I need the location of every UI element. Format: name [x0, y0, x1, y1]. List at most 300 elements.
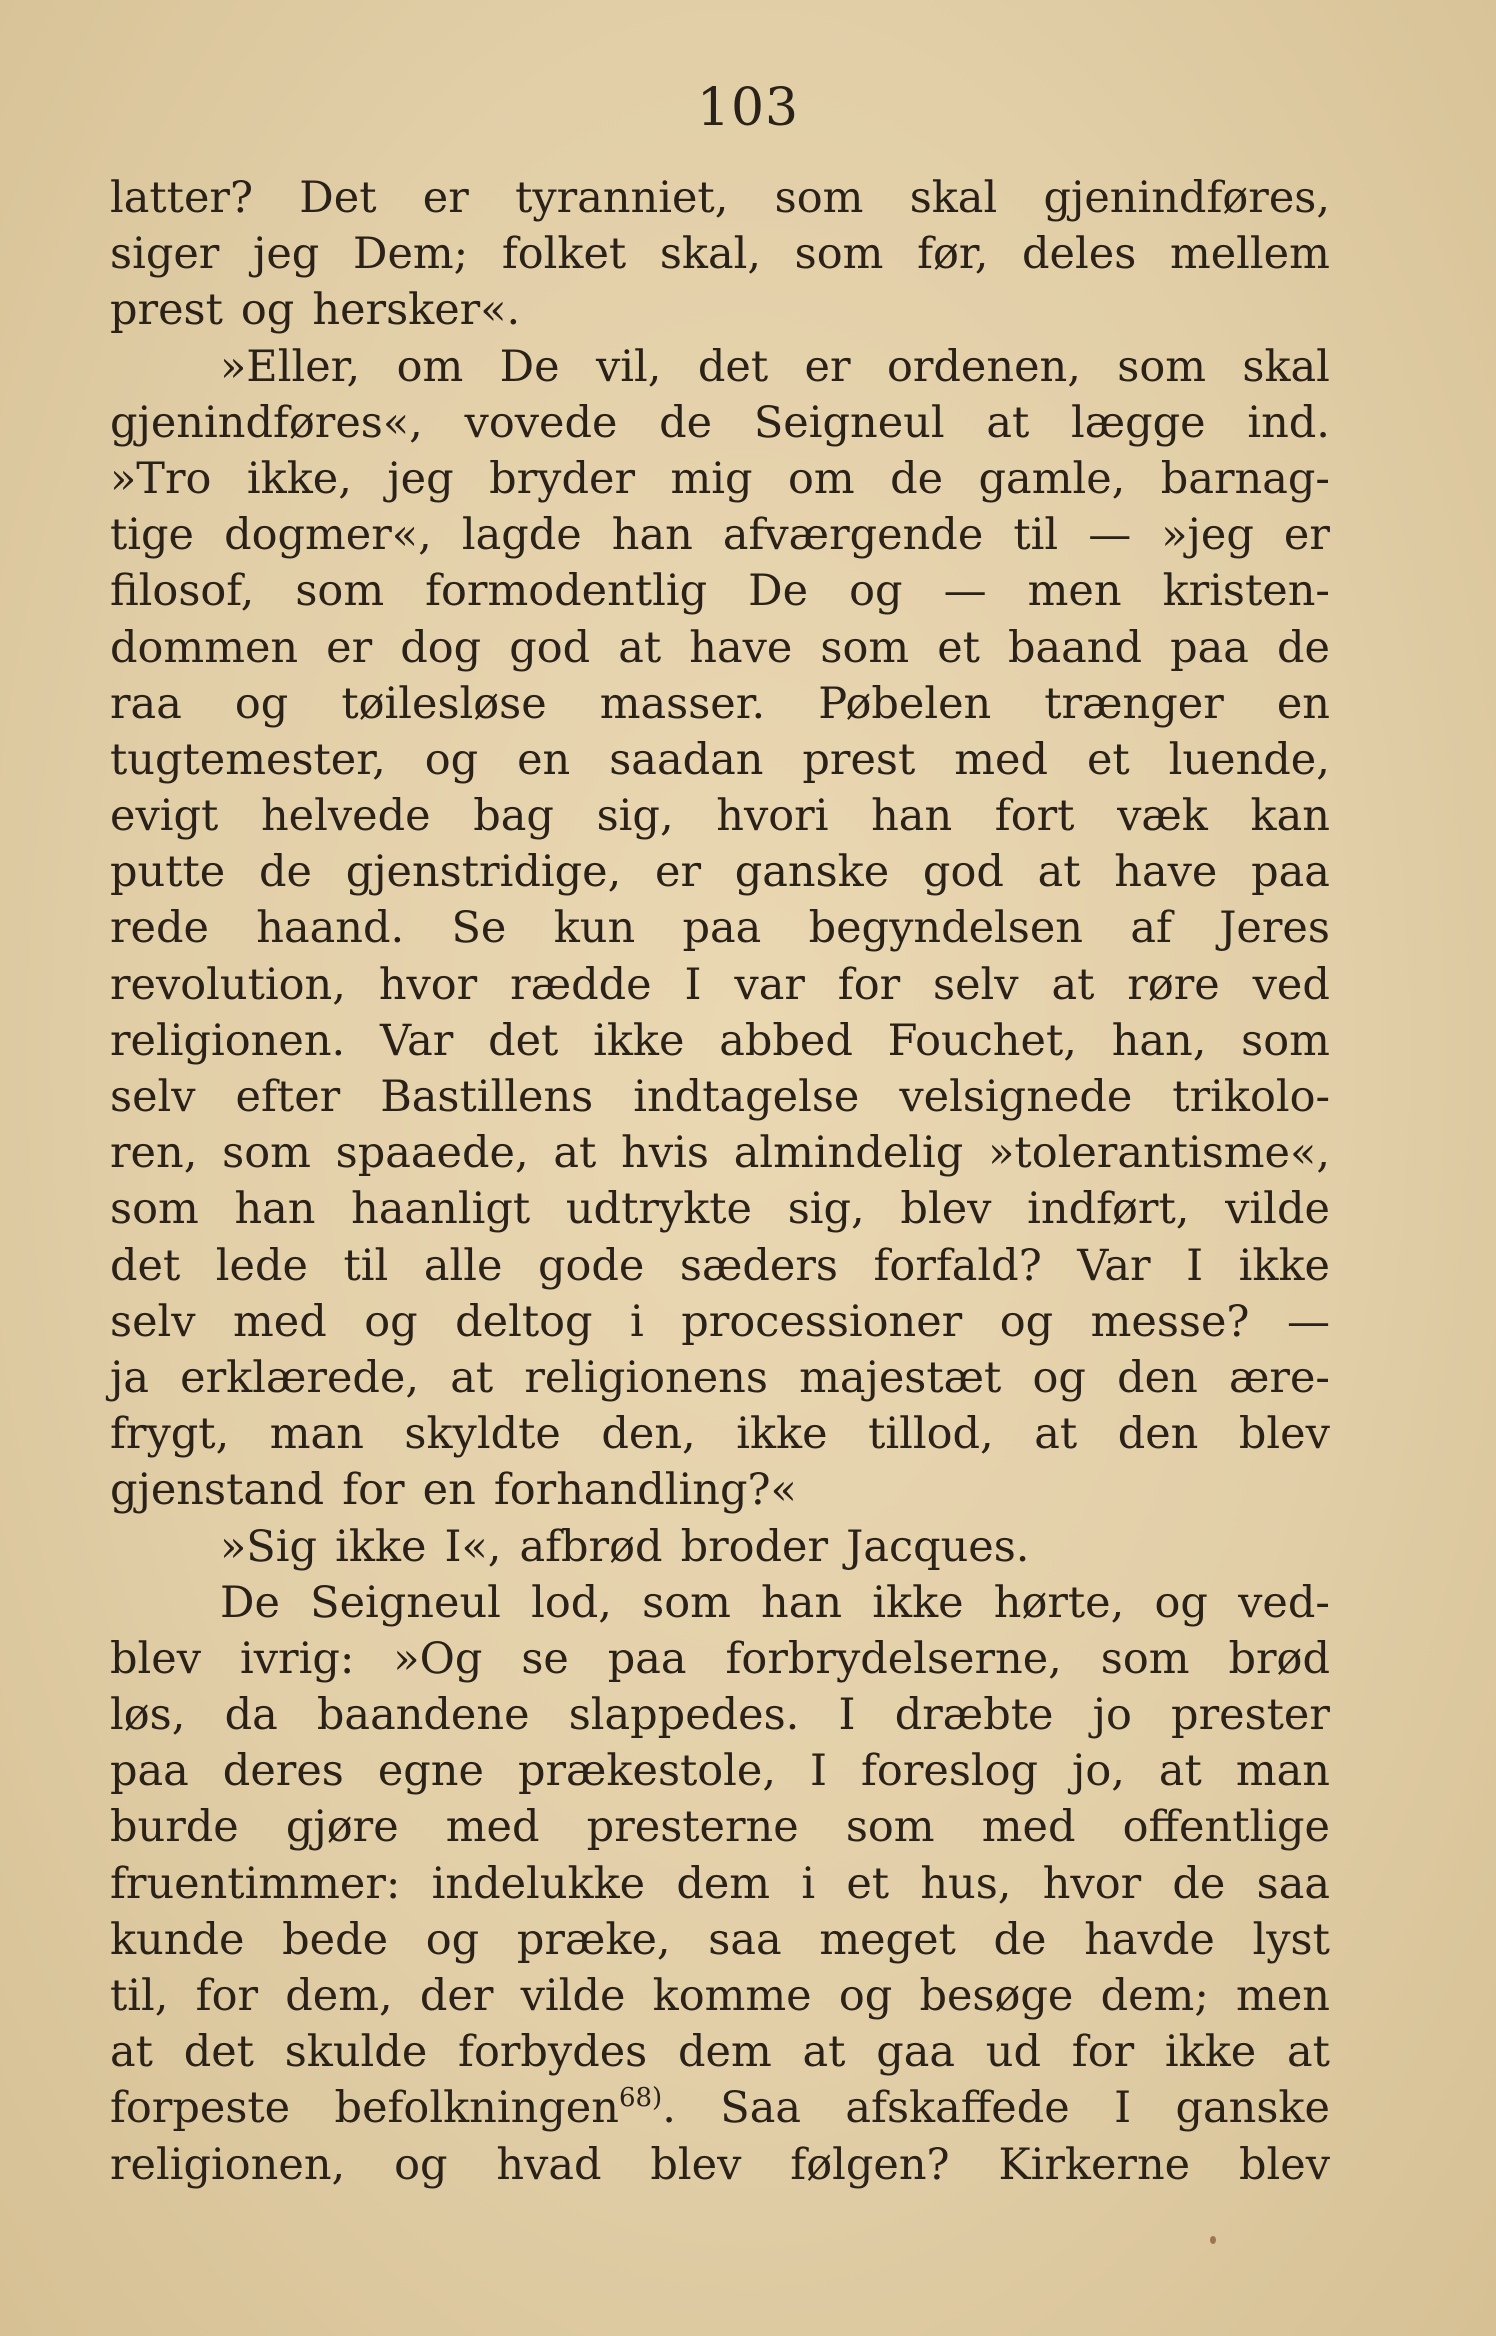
- word: at: [1051, 959, 1095, 1010]
- text-line: [110, 2080, 1330, 2136]
- word: hvad: [496, 2139, 602, 2190]
- word: et: [937, 622, 980, 673]
- word: dem: [678, 2027, 772, 2078]
- word: jo: [1092, 1690, 1132, 1741]
- word: forbydes: [458, 2027, 648, 2078]
- word: helvede: [260, 791, 431, 842]
- word: prester: [1171, 1690, 1330, 1741]
- word: lagde: [461, 510, 582, 561]
- word: ved: [1252, 959, 1330, 1010]
- word: blev: [650, 2139, 742, 2190]
- word: han,: [1111, 1015, 1207, 1066]
- text-line: [110, 1968, 1330, 2024]
- word: og: [849, 566, 903, 617]
- word: og: [838, 1971, 893, 2021]
- word: »tolerantisme«,: [988, 1128, 1330, 1179]
- word: forbrydelserne,: [725, 1633, 1062, 1684]
- word: at: [618, 622, 662, 673]
- word: filosof,: [110, 566, 255, 617]
- word: til: [343, 1240, 389, 1291]
- word: sig,: [787, 1184, 865, 1235]
- word: religionen,: [110, 2139, 346, 2190]
- word: saa: [1256, 1858, 1330, 1909]
- word: Var: [1077, 1240, 1151, 1291]
- word: tillod,: [868, 1409, 994, 1460]
- word: med: [981, 1802, 1076, 1853]
- word: dommen: [110, 622, 299, 673]
- word: hersker«.: [312, 285, 521, 336]
- word: da: [224, 1690, 278, 1741]
- text-line: [110, 676, 1330, 732]
- word: selv: [110, 1296, 196, 1347]
- word: indført,: [1027, 1184, 1190, 1235]
- word: hørte,: [993, 1577, 1125, 1628]
- word: rædde: [510, 959, 652, 1010]
- word: Fouchet,: [887, 1015, 1077, 1066]
- text-line: [110, 957, 1330, 1013]
- text-line: [110, 170, 1330, 226]
- word: komme: [652, 1971, 812, 2021]
- word: prest: [802, 734, 916, 785]
- word: folket: [501, 229, 627, 280]
- word: —: [943, 566, 987, 617]
- word: som: [110, 1184, 199, 1235]
- word: skal: [909, 173, 998, 223]
- word: den: [1117, 1352, 1198, 1403]
- word: gode: [537, 1240, 645, 1291]
- word: tøilesløse: [341, 678, 547, 729]
- word: ganske: [1175, 2083, 1330, 2134]
- word: religionen.: [110, 1015, 346, 1066]
- word: »Tro: [110, 453, 212, 504]
- word: afværgende: [722, 510, 984, 561]
- text-line: [110, 1125, 1330, 1181]
- word: haand.: [256, 903, 405, 954]
- word: fort: [994, 791, 1075, 842]
- word: velsignede: [899, 1072, 1133, 1122]
- text-line: [110, 620, 1330, 676]
- word: hvis: [621, 1128, 709, 1179]
- word: offentlige: [1122, 1802, 1330, 1853]
- word: evigt: [110, 791, 219, 842]
- word: de: [993, 1914, 1047, 1965]
- word: efter: [235, 1072, 341, 1122]
- word: putte: [110, 847, 226, 898]
- word: ren,: [110, 1128, 198, 1179]
- word: Pøbelen: [818, 678, 992, 729]
- word: slappedes.: [568, 1690, 800, 1741]
- word: ganske: [734, 847, 890, 898]
- word: i: [630, 1296, 644, 1347]
- word: dem;: [1100, 1971, 1209, 2021]
- word: I: [838, 1690, 856, 1741]
- word: skal: [1242, 341, 1330, 392]
- word: deles: [1022, 229, 1137, 280]
- word: at: [802, 2027, 846, 2078]
- text-line: [110, 1631, 1330, 1687]
- word: De: [499, 341, 560, 392]
- word: var: [734, 959, 805, 1010]
- word: skulde: [284, 2027, 428, 2078]
- word: sig,: [596, 791, 674, 842]
- word: saadan: [609, 734, 764, 785]
- word: som: [774, 173, 864, 223]
- word: prækestole,: [517, 1746, 777, 1797]
- word: majestæt: [799, 1352, 1002, 1403]
- word: forfald?: [873, 1240, 1042, 1291]
- word: vilde: [520, 1971, 626, 2021]
- word: kunde: [110, 1914, 245, 1965]
- word: I: [1114, 2083, 1132, 2134]
- word: —: [1286, 1296, 1330, 1347]
- text-line: [110, 900, 1330, 956]
- word: han: [761, 1577, 843, 1628]
- word: besøge: [919, 1971, 1074, 2021]
- word: trikolo-: [1172, 1072, 1330, 1122]
- word: lægge: [1070, 397, 1206, 448]
- word: messe?: [1090, 1296, 1250, 1347]
- text-line: [110, 1350, 1330, 1406]
- word: Seigneul: [310, 1577, 501, 1628]
- word: prest: [110, 285, 223, 336]
- word: god: [509, 622, 591, 673]
- word: med: [954, 734, 1048, 785]
- word: der: [419, 1971, 494, 2021]
- word: man: [269, 1409, 364, 1460]
- text-line: [110, 732, 1330, 788]
- word: gjenindføres«,: [110, 397, 423, 448]
- word: processioner: [681, 1296, 963, 1347]
- word: dogmer«,: [224, 510, 432, 561]
- word: blev: [1238, 1409, 1330, 1460]
- word: forhandling?«: [493, 1465, 797, 1516]
- word: bag: [473, 791, 554, 842]
- word: lod,: [531, 1577, 612, 1628]
- word: de: [659, 397, 713, 448]
- word: og: [425, 1914, 480, 1965]
- text-line: [110, 1687, 1330, 1743]
- text-line: [110, 282, 1330, 338]
- word: dog: [400, 622, 482, 673]
- word: ja: [110, 1352, 149, 1403]
- word: hus,: [920, 1858, 1012, 1909]
- word: som: [1241, 1015, 1330, 1066]
- word: en: [1276, 678, 1330, 729]
- word: dem: [676, 1858, 771, 1909]
- word: have: [689, 622, 793, 673]
- word: et: [1086, 734, 1130, 785]
- word: med: [233, 1296, 327, 1347]
- word: er: [422, 173, 469, 223]
- text-line: [110, 1069, 1330, 1125]
- word: erklærede,: [180, 1352, 420, 1403]
- word: befolkningen$^{68)}$.: [334, 2083, 676, 2134]
- word: skal,: [659, 229, 762, 280]
- word: og: [1154, 1577, 1208, 1628]
- word: vilde: [1225, 1184, 1330, 1235]
- word: se: [521, 1633, 569, 1684]
- word: om: [396, 341, 464, 392]
- text-line: [110, 1799, 1330, 1855]
- word: Jeres: [1219, 903, 1330, 954]
- word: for: [837, 959, 901, 1010]
- word: Bastillens: [380, 1072, 594, 1122]
- word: egne: [377, 1746, 484, 1797]
- ink-speck: [1210, 2236, 1216, 2244]
- word: jeg: [387, 453, 454, 504]
- word: en: [422, 1465, 476, 1516]
- word: vovede: [464, 397, 618, 448]
- word: han: [871, 791, 953, 842]
- text-line: [110, 563, 1330, 619]
- word: foreslog: [861, 1746, 1039, 1797]
- word: de: [1172, 1858, 1226, 1909]
- word: kan: [1250, 791, 1330, 842]
- word: og: [234, 678, 289, 729]
- word: er: [655, 847, 702, 898]
- word: for: [1071, 2027, 1135, 2078]
- word: »Sig: [220, 1521, 318, 1572]
- word: alle: [423, 1240, 503, 1291]
- word: paa: [110, 1746, 189, 1797]
- word: »Og: [393, 1633, 483, 1684]
- word: Se: [451, 903, 507, 954]
- word: I: [1186, 1240, 1204, 1291]
- word: tugtemester,: [110, 734, 386, 785]
- word: spaaede,: [335, 1128, 529, 1179]
- word: at: [1287, 2027, 1330, 2078]
- word: burde: [110, 1802, 239, 1853]
- word: væk: [1117, 791, 1208, 842]
- word: selv: [110, 1072, 196, 1122]
- word: de: [890, 453, 944, 504]
- text-line: [110, 1181, 1330, 1237]
- word: frygt,: [110, 1409, 230, 1460]
- word: er: [1283, 510, 1330, 561]
- word: De: [748, 566, 809, 617]
- text-line: [110, 2024, 1330, 2080]
- word: ikke,: [246, 453, 352, 504]
- word: saa: [708, 1914, 782, 1965]
- word: meget: [819, 1914, 956, 1965]
- word: masser.: [599, 678, 766, 729]
- word: kun: [553, 903, 636, 954]
- word: dræbte: [894, 1690, 1054, 1741]
- word: tige: [110, 510, 195, 561]
- word: ordenen,: [886, 341, 1081, 392]
- text-line: [110, 1519, 1330, 1575]
- word: ikke: [593, 1015, 685, 1066]
- word: jeg: [253, 229, 320, 280]
- word: indelukke: [431, 1858, 646, 1909]
- word: rede: [110, 903, 209, 954]
- word: at: [450, 1352, 494, 1403]
- word: gjenstand: [110, 1465, 325, 1516]
- word: og: [424, 734, 479, 785]
- word: skyldte: [404, 1409, 561, 1460]
- word: vil,: [595, 341, 662, 392]
- word: at: [986, 397, 1030, 448]
- text-line: [110, 1013, 1330, 1069]
- word: ind.: [1247, 397, 1330, 448]
- text-line: [110, 1238, 1330, 1294]
- word: den,: [601, 1409, 696, 1460]
- word: gaa: [876, 2027, 956, 2078]
- word: at: [553, 1128, 597, 1179]
- word: som: [845, 1802, 935, 1853]
- body-text: [110, 170, 1330, 2193]
- word: til: [1013, 510, 1059, 561]
- word: sæders: [679, 1240, 838, 1291]
- word: hvor: [378, 959, 478, 1010]
- text-line: [110, 507, 1330, 563]
- word: den: [1117, 1409, 1199, 1460]
- word: baand: [1008, 622, 1143, 673]
- word: raa: [110, 678, 182, 729]
- footnote-marker: 68): [618, 2083, 663, 2114]
- word: som: [1117, 341, 1207, 392]
- word: men: [1236, 1971, 1330, 2021]
- word: kristen-: [1162, 566, 1330, 617]
- word: det: [697, 341, 769, 392]
- word: at: [1158, 1746, 1202, 1797]
- word: det: [110, 1240, 181, 1291]
- word: følgen?: [790, 2139, 950, 2190]
- text-line: [110, 1743, 1330, 1799]
- word: presterne: [586, 1802, 799, 1853]
- word: afbrød: [519, 1521, 663, 1572]
- word: barnag-: [1160, 453, 1330, 504]
- word: lede: [215, 1240, 308, 1291]
- page-number: 103: [696, 78, 800, 138]
- word: De: [220, 1577, 280, 1628]
- word: siger: [110, 229, 220, 280]
- word: paa: [1170, 622, 1249, 673]
- word: han: [234, 1184, 316, 1235]
- word: før,: [917, 229, 989, 280]
- word: havde: [1084, 1914, 1215, 1965]
- text-line: [110, 226, 1330, 282]
- word: Var: [379, 1015, 454, 1066]
- word: man: [1235, 1746, 1330, 1797]
- word: ud: [985, 2027, 1042, 2078]
- word: —: [1088, 510, 1132, 561]
- word: præke,: [516, 1914, 671, 1965]
- word: religionens: [524, 1352, 768, 1403]
- word: de: [1276, 622, 1330, 673]
- word: selv: [933, 959, 1019, 1010]
- word: dem,: [285, 1971, 393, 2021]
- word: paa: [1251, 847, 1330, 898]
- word: lyst: [1252, 1914, 1330, 1965]
- word: paa: [607, 1633, 687, 1684]
- word: som: [794, 229, 884, 280]
- word: og: [1032, 1352, 1086, 1403]
- word: og: [999, 1296, 1054, 1347]
- text-line: [110, 451, 1330, 507]
- word: han: [611, 510, 693, 561]
- word: almindelig: [733, 1128, 964, 1179]
- text-line: [110, 339, 1330, 395]
- word: med: [445, 1802, 540, 1853]
- word: ikke: [736, 1409, 828, 1460]
- word: de: [258, 847, 312, 898]
- word: mig: [670, 453, 753, 504]
- word: det: [488, 1015, 559, 1066]
- text-line: [110, 1462, 1330, 1518]
- word: I«,: [444, 1521, 502, 1572]
- word: revolution,: [110, 959, 346, 1010]
- word: er: [804, 341, 851, 392]
- word: gamle,: [978, 453, 1126, 504]
- word: for: [342, 1465, 405, 1516]
- word: og: [394, 2139, 448, 2190]
- word: ved-: [1238, 1577, 1330, 1628]
- word: Det: [299, 173, 377, 223]
- word: som: [1100, 1633, 1190, 1684]
- word: tyranniet,: [515, 173, 729, 223]
- word: som: [295, 566, 385, 617]
- word: ikke: [1238, 1240, 1330, 1291]
- word: luende,: [1168, 734, 1330, 785]
- text-line: [110, 788, 1330, 844]
- text-line: [110, 844, 1330, 900]
- word: ivrig:: [239, 1633, 355, 1684]
- word: som: [222, 1128, 311, 1179]
- word: ikke: [1164, 2027, 1257, 2078]
- text-line: [110, 395, 1330, 451]
- word: i: [801, 1858, 816, 1909]
- word: trænger: [1044, 678, 1224, 729]
- word: det: [183, 2027, 254, 2078]
- word: som: [820, 622, 910, 673]
- word: gjenstridige,: [345, 847, 622, 898]
- word: ære-: [1228, 1352, 1330, 1403]
- word: god: [922, 847, 1004, 898]
- word: gjøre: [285, 1802, 399, 1853]
- word: bede: [282, 1914, 389, 1965]
- word: for: [195, 1971, 259, 2021]
- word: til,: [110, 1971, 169, 2021]
- word: som: [642, 1577, 731, 1628]
- word: og: [240, 285, 295, 336]
- word: fruentimmer:: [110, 1858, 401, 1909]
- word: blev: [1238, 2139, 1330, 2190]
- word: haanligt: [351, 1184, 531, 1235]
- word: formodentlig: [425, 566, 708, 617]
- word: »Eller,: [220, 341, 361, 392]
- word: men: [1027, 566, 1122, 617]
- word: indtagelse: [633, 1072, 860, 1122]
- word: I: [810, 1746, 828, 1797]
- text-line: [110, 1294, 1330, 1350]
- word: udtrykte: [565, 1184, 752, 1235]
- word: Saa: [720, 2083, 801, 2134]
- word: I: [684, 959, 702, 1010]
- word: ikke: [872, 1577, 964, 1628]
- text-line: [110, 1856, 1330, 1912]
- word: at: [1037, 847, 1081, 898]
- word: paa: [682, 903, 762, 954]
- word: er: [326, 622, 373, 673]
- word: at: [1034, 1409, 1078, 1460]
- word: gjenindføres,: [1043, 173, 1330, 223]
- word: Dem;: [352, 229, 469, 280]
- word: hvor: [1042, 1858, 1142, 1909]
- word: baandene: [316, 1690, 530, 1741]
- word: forpeste: [110, 2083, 291, 2134]
- word: bryder: [489, 453, 635, 504]
